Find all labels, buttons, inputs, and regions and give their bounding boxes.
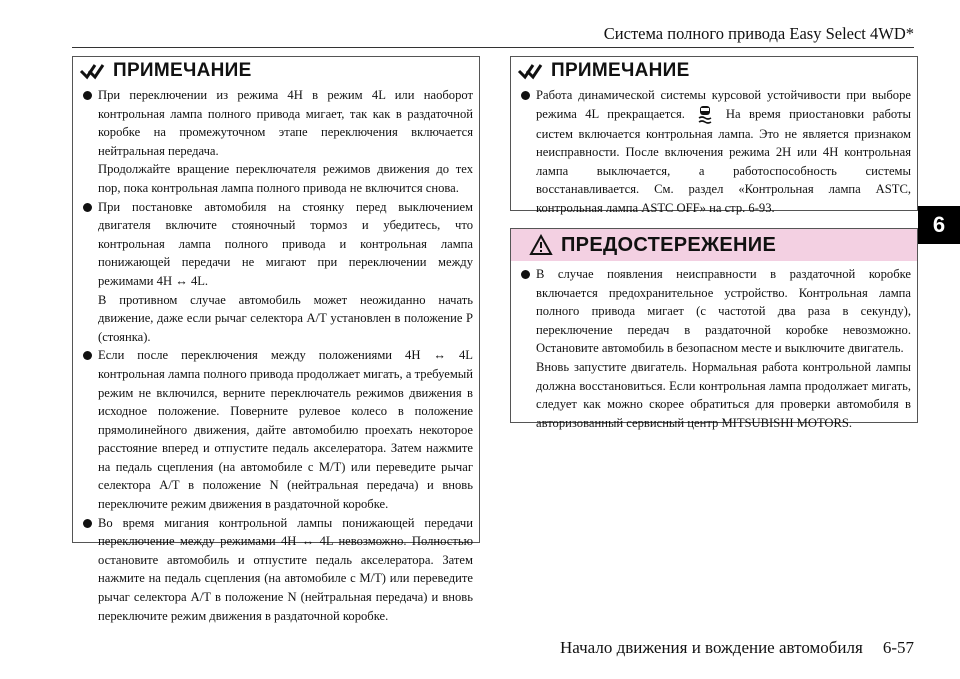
note-paragraph: При переключении из режима 4H в режим 4L или наоборот контрольная лампа полного привода мигает, так как в раздаточной коробке на промежуточном этапе переключения включается нейтральная передача. — [98, 88, 473, 158]
note-check-icon — [517, 62, 543, 80]
note-heading-label: ПРИМЕЧАНИЕ — [113, 60, 252, 81]
footer-section-title: Начало движения и вождение автомобиля — [559, 638, 863, 657]
note-heading — [511, 58, 917, 84]
note-check-icon — [79, 62, 105, 80]
bullet-icon — [83, 203, 92, 212]
skid-warning-lamp-icon — [697, 105, 713, 125]
warning-triangle-icon — [529, 234, 553, 256]
warning-heading-label: ПРЕДОСТЕРЕЖЕНИЕ — [561, 233, 777, 256]
note-paragraph: Во время мигания контрольной лампы понижающей передачи переключение между режимами 4H ↔ 4L невозможно. Полностью остановите автомобиль и отпустите педаль акселератора. Затем нажмите на педаль сцепления (на автомобиле с М/Т) или переведите рычаг селектора А/Т в положение N (нейтральная передача) и вновь переключите режим движения в раздаточной коробке. — [98, 515, 473, 623]
bullet-icon — [83, 91, 92, 100]
chapter-tab: 6 — [918, 206, 960, 244]
bullet-icon — [521, 270, 530, 279]
note-paragraph: В противном случае автомобиль может неожиданно начать движение, даже если рычаг селектора А/Т установлен в положение P (стоянка). — [98, 292, 473, 344]
warning-box — [510, 228, 918, 430]
note-item — [519, 86, 911, 218]
note-paragraph — [536, 86, 911, 218]
note-item — [81, 514, 473, 626]
page-footer — [560, 638, 914, 658]
note-item — [81, 198, 473, 347]
bullet-icon — [83, 351, 92, 360]
note-paragraph: Если после переключения между положениями 4H ↔ 4L контрольная лампа полного привода продолжает мигать, а требуемый режим не включился, верните переключатель режимов движения в исходное положение. Поверните рулевое колесо в положение прямолинейного движения, дайте автомобилю проехать некоторое расстояние вперед и отпустите педаль акселератора. Затем нажмите на педаль сцепления (на автомобиле с М/Т) или переведите рычаг селектора А/Т в положение N (нейтральная передача) и вновь переключите режим движения в раздаточной коробке. — [98, 348, 473, 512]
header-rule — [72, 47, 914, 48]
note-text-after-icon: На время приостановки работы систем включается контрольная лампа. Это не является признаком неисправности. После включения режима 2H или 4H контрольная лампа выключается, а работоспособность системы восстанавливается. См. раздел «Контрольная лампа ASTC, контрольная лампа ASTC OFF» на стр. 6-93. — [536, 106, 911, 216]
note-item — [81, 346, 473, 513]
note-text-before-icon: Работа динамической системы курсовой устойчивости при выборе режима 4L прекращается. — [536, 88, 911, 121]
note-item — [81, 86, 473, 198]
note-box-left — [72, 56, 480, 623]
note-heading-label: ПРИМЕЧАНИЕ — [551, 60, 690, 81]
warning-paragraph: В случае появления неисправности в раздаточной коробке включается предохранительное устройство. Контрольная лампа полного привода мигает (с частотой два раза в секунду), переключение передач в раздаточной коробке невозможно. Остановите автомобиль в безопасном месте и выключите двигатель. — [536, 267, 911, 356]
page-header-title: Система полного привода Easy Select 4WD* — [603, 24, 914, 43]
warning-item — [519, 265, 911, 432]
page-number: 6-57 — [882, 638, 914, 657]
note-paragraph: Продолжайте вращение переключателя режимов движения до тех пор, пока контрольная лампа полного привода не включится снова. — [98, 162, 473, 195]
warning-heading — [511, 229, 917, 261]
note-paragraph: При постановке автомобиля на стоянку перед выключением двигателя включите стояночный тормоз и убедитесь, что контрольная лампа полного привода и контрольная лампа понижающей передачи не мигают при переключении между режимами 4H ↔ 4L. — [98, 199, 473, 288]
note-heading — [73, 58, 479, 84]
warning-paragraph: Вновь запустите двигатель. Нормальная работа контрольной лампы должна восстановиться. Если контрольная лампа продолжает мигать, следует как можно скорее обратиться для проверки автомобиля в авторизованный сервисный центр MITSUBISHI MOTORS. — [536, 359, 911, 430]
note-box-right — [510, 56, 918, 216]
bullet-icon — [83, 519, 92, 528]
bullet-icon — [521, 91, 530, 100]
